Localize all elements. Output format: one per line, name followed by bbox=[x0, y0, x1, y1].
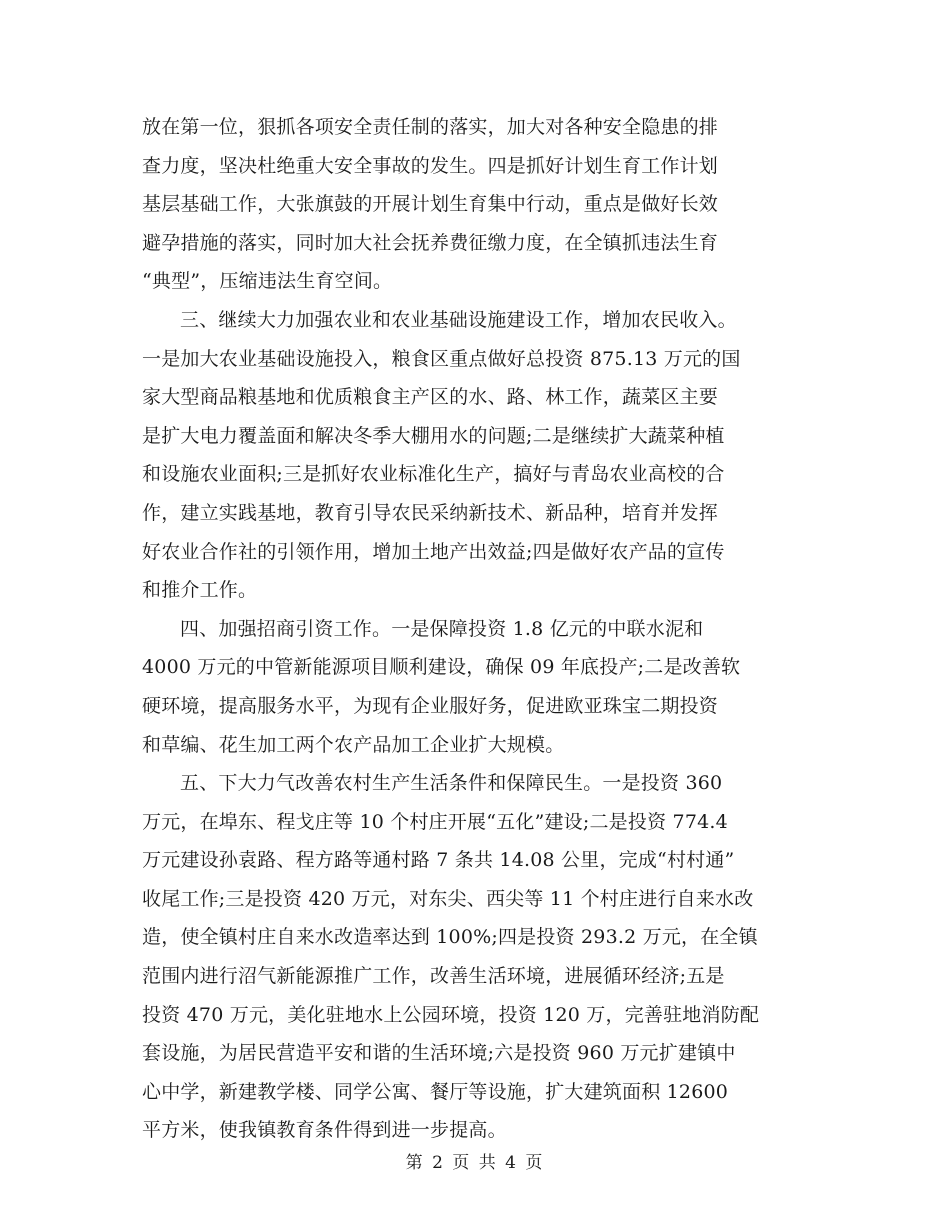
text-line: 范围内进行沼气新能源推广工作，改善生活环境，进展循环经济;五是 bbox=[142, 965, 725, 988]
text-line: 和推介工作。 bbox=[142, 579, 258, 602]
text-line: 4000 万元的中管新能源项目顺利建设，确保 09 年底投产;二是改善软 bbox=[142, 656, 741, 679]
text-line: 作，建立实践基地，教育引导农民采纳新技术、新品种，培育并发挥 bbox=[142, 501, 719, 524]
text-line: 收尾工作;三是投资 420 万元，对东尖、西尖等 11 个村庄进行自来水改 bbox=[142, 887, 754, 910]
text-line: 好农业合作社的引领作用，增加土地产出效益;四是做好农产品的宣传 bbox=[142, 540, 725, 563]
text-line: 心中学，新建教学楼、同学公寓、餐厅等设施，扩大建筑面积 12600 bbox=[142, 1080, 729, 1103]
text-line: 套设施，为居民营造平安和谐的生活环境;六是投资 960 万元扩建镇中 bbox=[142, 1042, 736, 1065]
text-line: 放在第一位，狠抓各项安全责任制的落实，加大对各种安全隐患的排 bbox=[142, 116, 719, 138]
text-line: 四、加强招商引资工作。一是保障投资 1.8 亿元的中联水泥和 bbox=[180, 617, 704, 640]
text-line: 造，使全镇村庄自来水改造率达到 100%;四是投资 293.2 万元，在全镇 bbox=[142, 926, 758, 949]
text-line: 查力度，坚决杜绝重大安全事故的发生。四是抓好计划生育工作计划 bbox=[142, 154, 719, 177]
text-line: 三、继续大力加强农业和农业基础设施建设工作，增加农民收入。 bbox=[180, 308, 737, 331]
text-line: 一是加大农业基础设施投入，粮食区重点做好总投资 875.13 万元的国 bbox=[142, 347, 741, 370]
document-body bbox=[142, 108, 812, 1150]
text-line: 平方米，使我镇教育条件得到进一步提高。 bbox=[142, 1119, 507, 1142]
text-line: 和设施农业面积;三是抓好农业标准化生产，搞好与青岛农业高校的合 bbox=[142, 463, 725, 486]
text-line: 万元建设孙袁路、程方路等通村路 7 条共 14.08 公里，完成“村村通” bbox=[142, 849, 735, 872]
text-line: 是扩大电力覆盖面和解决冬季大棚用水的问题;二是继续扩大蔬菜种植 bbox=[142, 424, 725, 447]
page-footer: 第 2 页 共 4 页 bbox=[405, 1153, 545, 1173]
text-line: 和草编、花生加工两个农产品加工企业扩大规模。 bbox=[142, 733, 565, 756]
text-line: 家大型商品粮基地和优质粮食主产区的水、路、林工作，蔬菜区主要 bbox=[142, 386, 719, 409]
text-line: 避孕措施的落实，同时加大社会抚养费征缴力度，在全镇抓违法生育 bbox=[142, 231, 719, 254]
text-line: “典型”，压缩违法生育空间。 bbox=[142, 270, 393, 293]
text-line: 万元，在埠东、程戈庄等 10 个村庄开展“五化”建设;二是投资 774.4 bbox=[142, 810, 728, 833]
text-line: 硬环境，提高服务水平，为现有企业服好务，促进欧亚珠宝二期投资 bbox=[142, 694, 719, 717]
text-line: 投资 470 万元，美化驻地水上公园环境，投资 120 万，完善驻地消防配 bbox=[142, 1003, 760, 1026]
text-line: 五、下大力气改善农村生产生活条件和保障民生。一是投资 360 bbox=[180, 772, 723, 795]
text-line: 基层基础工作，大张旗鼓的开展计划生育集中行动，重点是做好长效 bbox=[142, 193, 719, 216]
